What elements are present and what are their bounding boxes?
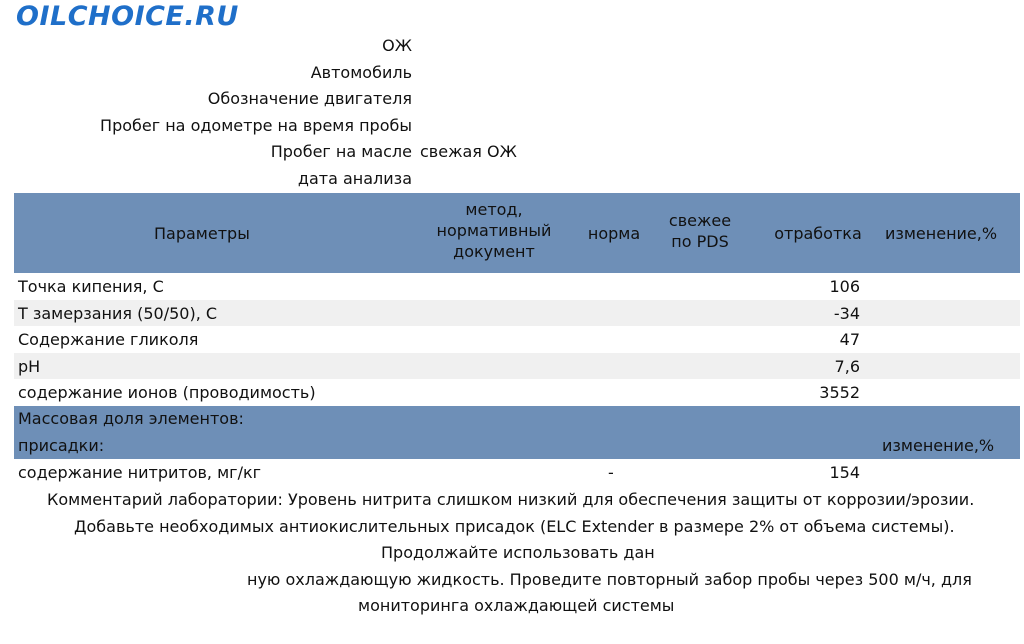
meta-label: дата анализа xyxy=(297,168,412,188)
meta-row xyxy=(0,166,1024,193)
site-logo: OILCHOICE.RU xyxy=(16,1,239,32)
lab-comment xyxy=(0,487,1024,620)
used-value: -34 xyxy=(833,303,860,323)
meta-row xyxy=(0,113,1024,140)
meta-value: свежая ОЖ xyxy=(420,142,517,162)
section-title: Массовая доля элементов: xyxy=(18,408,244,428)
section-band xyxy=(14,406,1020,459)
header-fresh xyxy=(658,210,742,252)
meta-label: Автомобиль xyxy=(310,62,412,82)
table-row xyxy=(14,300,1020,327)
param-name: pH xyxy=(18,356,41,376)
meta-row xyxy=(0,60,1024,87)
sample-info xyxy=(0,33,1024,193)
meta-row xyxy=(0,86,1024,113)
used-value: 154 xyxy=(829,462,860,482)
meta-label: ОЖ xyxy=(382,36,412,55)
table-row xyxy=(14,459,1020,486)
table-row xyxy=(14,326,1020,353)
header-used: отработка xyxy=(774,224,862,243)
param-name: содержание нитритов, мг/кг xyxy=(18,462,262,482)
comment-line: ную охлаждающую жидкость. Проведите повторный забор пробы через 500 м/ч, для xyxy=(247,569,972,589)
comment-line: Комментарий лаборатории: Уровень нитрита слишком низкий для обеспечения защиты от коррозии/эрозии. xyxy=(47,490,975,509)
table-row xyxy=(14,379,1020,406)
meta-label: Пробег на масле xyxy=(270,142,412,162)
table-header xyxy=(14,193,1020,273)
param-name: Содержание гликоля xyxy=(18,330,199,349)
comment-line: Продолжайте использовать дан xyxy=(381,543,655,562)
param-name: Т замерзания (50/50), С xyxy=(18,303,218,323)
meta-label: Пробег на одометре на время пробы xyxy=(100,115,412,135)
meta-label: Обозначение двигателя xyxy=(207,89,412,109)
header-method-line: нормативный xyxy=(436,221,552,240)
header-method-line: документ xyxy=(453,242,535,261)
table-row xyxy=(14,353,1020,380)
header-norm: норма xyxy=(587,224,641,243)
table-row xyxy=(14,273,1020,300)
header-method xyxy=(426,199,562,262)
section-change-header: изменение,% xyxy=(882,435,995,455)
section-subtitle: присадки: xyxy=(18,435,105,455)
header-params: Параметры xyxy=(154,224,250,243)
comment-line: Добавьте необходимых антиокислительных присадок (ELC Extender в размере 2% от объема системы). xyxy=(74,516,955,536)
meta-row xyxy=(0,33,1024,60)
method-value: - xyxy=(608,462,614,482)
used-value: 3552 xyxy=(819,383,860,402)
param-name: Точка кипения, С xyxy=(18,277,164,296)
header-fresh-line: свежее xyxy=(668,211,732,230)
comment-line: мониторинга охлаждающей системы xyxy=(358,596,675,615)
header-method-line: метод, xyxy=(465,200,523,219)
header-change: изменение,% xyxy=(884,224,998,243)
used-value: 7,6 xyxy=(834,356,860,376)
header-fresh-line: по PDS xyxy=(671,232,729,251)
used-value: 106 xyxy=(829,277,860,296)
meta-row xyxy=(0,139,1024,166)
param-name: содержание ионов (проводимость) xyxy=(18,383,316,402)
results-table xyxy=(14,193,1020,485)
used-value: 47 xyxy=(839,330,860,349)
